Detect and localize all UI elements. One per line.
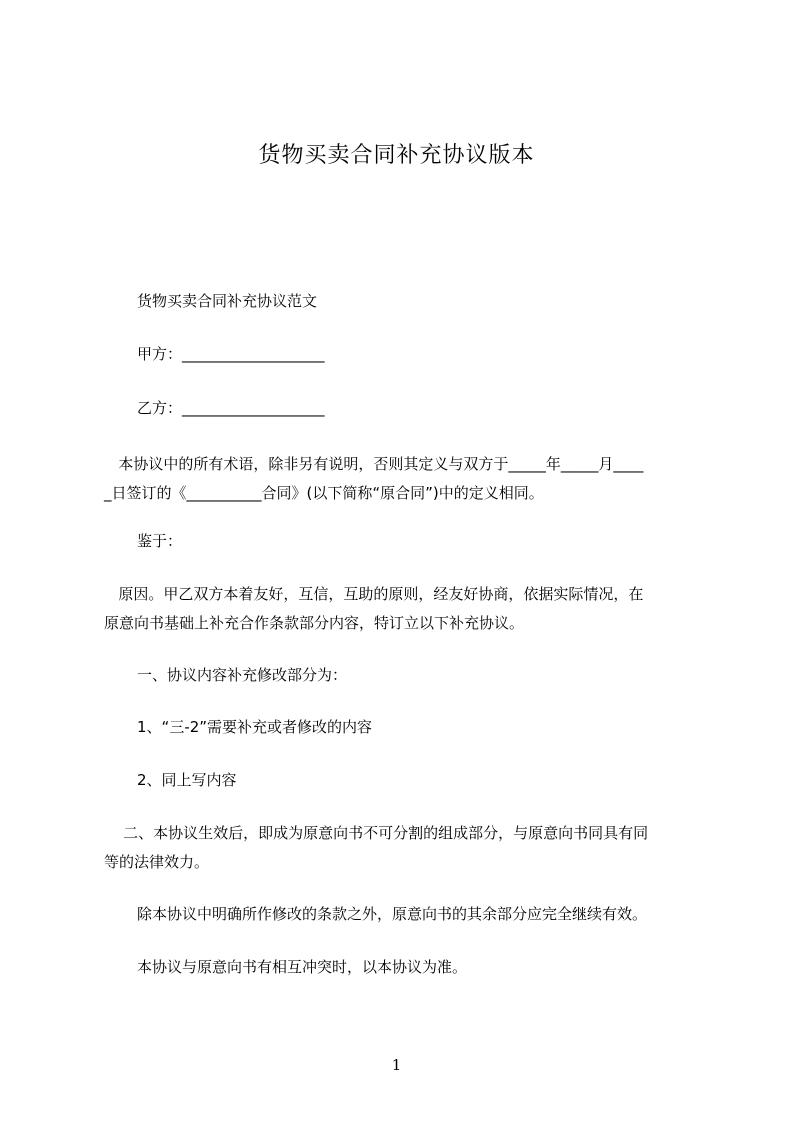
terms-paragraph: 本协议中的所有术语，除非另有说明，否则其定义与双方于_____年_____月____ _日签订的《__________合同》(以下简称“原合同”)中的定义相同。 — [104, 455, 644, 502]
conflict-paragraph: 本协议与原意向书有相互冲突时，以本协议为准。 — [137, 958, 468, 976]
document-subtitle: 货物买卖合同补充协议范文 — [137, 292, 318, 310]
whereas-heading: 鉴于： — [137, 532, 183, 550]
page-number: 1 — [391, 1056, 402, 1074]
reason-paragraph: 原因。甲乙双方本着友好，互信，互助的原则，经友好协商，依据实际情况，在 原意向书基础上补充合作条款部分内容，特订立以下补充协议。 — [104, 585, 644, 632]
section-two-paragraph: 二、本协议生效后，即成为原意向书不可分割的组成部分，与原意向书同具有同 等的法律效力。 — [104, 824, 649, 871]
section-one-item-2: 2、同上写内容 — [137, 771, 237, 789]
party-a-line: 甲方：___________________ — [137, 345, 325, 363]
section-one-item-1: 1、“三-2”需要补充或者修改的内容 — [137, 718, 373, 736]
document-title: 货物买卖合同补充协议版本 — [258, 143, 535, 168]
party-b-line: 乙方：___________________ — [137, 399, 325, 417]
section-one-heading: 一、协议内容补充修改部分为： — [137, 666, 348, 684]
except-paragraph: 除本协议中明确所作修改的条款之外，原意向书的其余部分应完全继续有效。 — [137, 905, 648, 923]
